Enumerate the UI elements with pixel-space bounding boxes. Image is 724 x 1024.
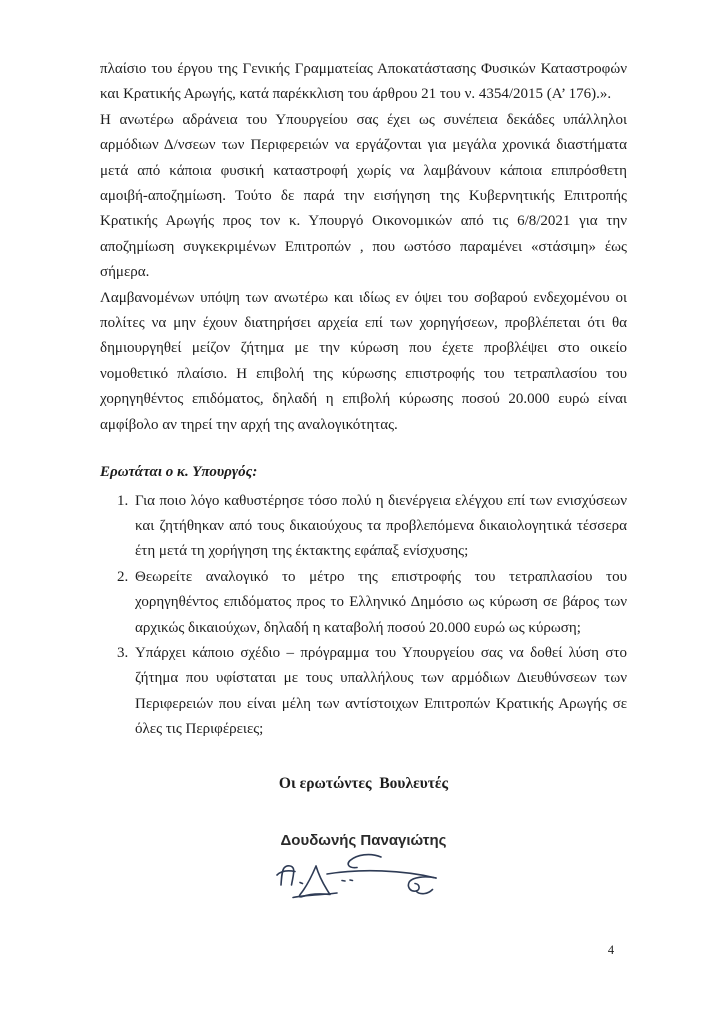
paragraph-ministry-inaction: Η ανωτέρω αδράνεια του Υπουργείου σας έχει ως συνέπεια δεκάδες υπάλληλοι αρμόδιων Δ/νσεων των Περιφερειών να εργάζονται για μεγάλα χρονικά διαστήματα μετά από κάποια φυσική καταστροφή χωρίς να λαμβάνουν κάποια επιπρόσθετη αμοιβή-αποζημίωση. Τούτο δε παρά την εισήγηση της Κυβερνητικής Επιτροπής Κρατικής Αρωγής προς τον κ. Υπουργό Οικονομικών από τις 6/8/2021 για την αποζημίωση συγκεκριμένων Επιτροπών , που ωστόσο παραμένει «στάσιμη» έως σήμερα. [100,111,627,281]
question-number-3: 3. [117,644,129,661]
question-text-2: Θεωρείτε αναλογικό το μέτρο της επιστροφής του τετραπλασίου του χορηγηθέντος επιδόματος προς το Ελληνικό Δημόσιο ως κύρωση σε βάρος των αρχικώς δικαιούχων, δηλαδή η καταβολή ποσού 20.000 ευρώ ως κύρωση; [135,568,627,636]
handwritten-signature-icon [263,849,453,919]
signature-block [100,849,627,919]
question-item-1 [100,489,627,565]
question-number-1: 1. [117,492,129,509]
paragraph-law-reference: πλαίσιο του έργου της Γενικής Γραμματείας Αποκατάστασης Φυσικών Καταστροφών και Κρατικής Αρωγής, κατά παρέκκλιση του άρθρου 21 του ν. 4354/2015 (Α’ 176).». [100,61,627,103]
question-text-1: Για ποιο λόγο καθυστέρησε τόσο πολύ η διενέργεια ελέγχου επί των ενισχύσεων και ζητήθηκαν από τους δικαιούχους τα προβλεπόμενα δικαιολογητικά τέσσερα έτη μετά τη χορήγηση της έκτακτης εφάπαξ ενίσχυσης; [135,492,627,560]
signatory-name: Δουδωνής Παναγιώτης [280,831,447,849]
paragraph-sanction-concern: Λαμβανομένων υπόψη των ανωτέρω και ιδίως εν όψει του σοβαρού ενδεχομένου οι πολίτες να μην έχουν διατηρήσει αρχεία επί των χορηγήσεων, προβλέπεται ότι θα δημιουργηθεί μείζον ζήτημα με την κύρωση που έχετε προβλέψει στο οικείο νομοθετικό πλαίσιο. Η επιβολή της κύρωσης επιστροφής του τετραπλασίου του χορηγηθέντος επιδόματος, δηλαδή η επιβολή κύρωσης ποσού 20.000 ευρώ είναι αμφίβολο αν τηρεί την αρχή της αναλογικότητας. [100,289,627,433]
signatories-heading: Οι ερωτώντες Βουλευτές [278,774,449,792]
questions-list [100,489,627,743]
question-heading: Ερωτάται ο κ. Υπουργός: [100,464,258,481]
question-number-2: 2. [117,568,129,585]
question-item-3 [100,641,627,743]
page-number: 4 [607,943,615,957]
question-item-2 [100,565,627,641]
question-text-3: Υπάρχει κάποιο σχέδιο – πρόγραμμα του Υπουργείου σας να δοθεί λύση στο ζήτημα που υφίσταται με τους υπαλλήλους των αρμόδιων Διευθύνσεων των Περιφερειών που είναι μέλη των αντίστοιχων Επιτροπών Κρατικής Αρωγής σε όλες τις Περιφέρειες; [135,644,627,738]
